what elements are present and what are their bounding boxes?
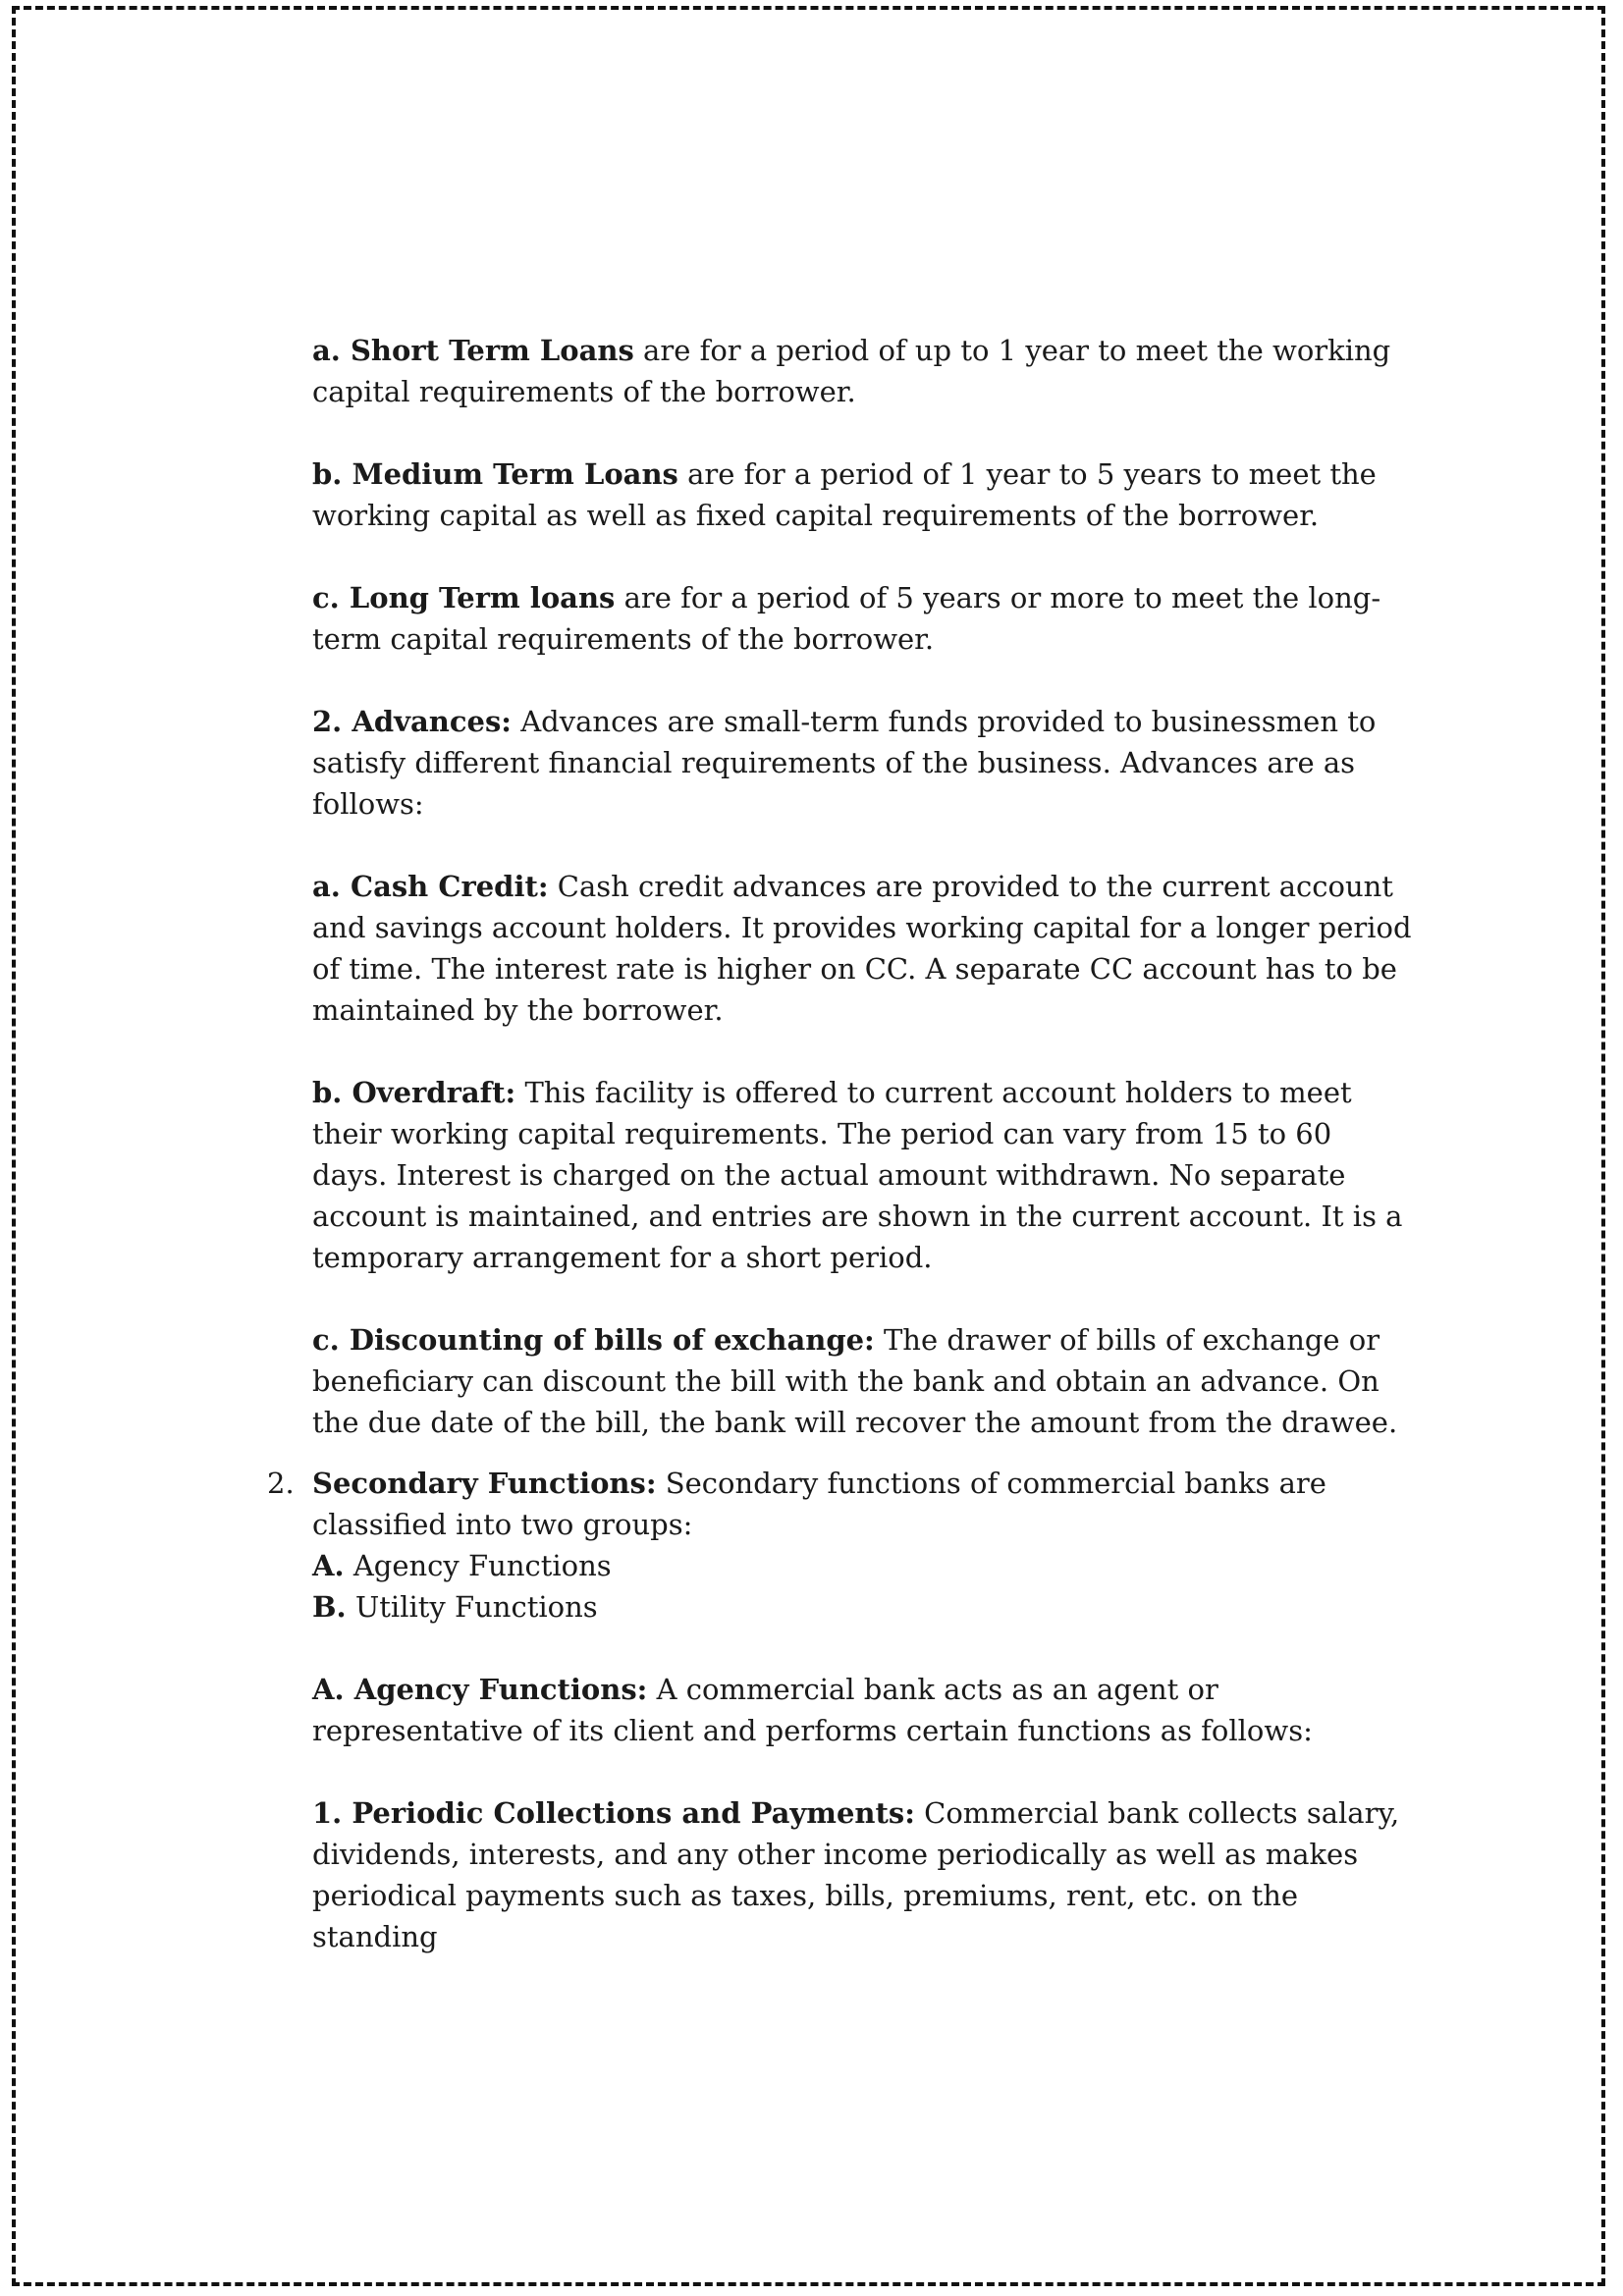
long-term-loans-text: are for a period of 5 years or more to meet the long-term capital requirements of the borrower. bbox=[312, 581, 1381, 656]
short-term-loans-heading: a. Short Term Loans bbox=[312, 334, 634, 367]
agency-functions-text: A commercial bank acts as an agent or representative of its client and performs certain functions as follows: bbox=[312, 1673, 1313, 1747]
cash-credit-heading: a. Cash Credit: bbox=[312, 870, 549, 903]
medium-term-loans-heading: b. Medium Term Loans bbox=[312, 457, 678, 491]
medium-term-loans-text: are for a period of 1 year to 5 years to meet the working capital as well as fixed capital requirements of the borrower. bbox=[312, 457, 1377, 532]
cash-credit-text: Cash credit advances are provided to the current account and savings account holders. It provides working capital for a longer period of time. The interest rate is higher on CC. A separate CC account has to be maintained by the borrower. bbox=[312, 870, 1412, 1027]
periodic-collections-text: Commercial bank collects salary, dividends, interests, and any other income periodically as well as makes periodical payments such as taxes, bills, premiums, rent, etc. on the standing bbox=[312, 1796, 1400, 1953]
secondary-functions-text: Secondary functions of commercial banks are classified into two groups: bbox=[312, 1467, 1326, 1541]
discounting-bills-paragraph bbox=[312, 1319, 1412, 1443]
document-body bbox=[267, 330, 1412, 1999]
long-term-loans-heading: c. Long Term loans bbox=[312, 581, 616, 614]
long-term-loans-paragraph bbox=[312, 577, 1412, 660]
group-letter-b: B. bbox=[312, 1590, 347, 1624]
overdraft-paragraph bbox=[312, 1072, 1412, 1278]
short-term-loans-paragraph bbox=[312, 330, 1412, 412]
short-term-loans-text: are for a period of up to 1 year to meet the working capital requirements of the borrower. bbox=[312, 334, 1391, 408]
advances-heading: 2. Advances: bbox=[312, 705, 513, 738]
agency-functions-paragraph bbox=[312, 1669, 1412, 1751]
periodic-collections-paragraph bbox=[312, 1792, 1412, 1957]
list-number: 2. bbox=[267, 1467, 295, 1500]
overdraft-text: This facility is offered to current account holders to meet their working capital requirements. The period can vary from 15 to 60 days. Interest is charged on the actual amount withdrawn. No separate account is maintained, and entries are shown in the current account. It is a temporary arrangement for a short period. bbox=[312, 1076, 1403, 1274]
agency-functions-heading: A. Agency Functions: bbox=[312, 1673, 648, 1706]
group-label-agency: Agency Functions bbox=[344, 1549, 612, 1582]
overdraft-heading: b. Overdraft: bbox=[312, 1076, 516, 1109]
secondary-functions-item bbox=[267, 1463, 1412, 1628]
secondary-functions-intro bbox=[312, 1467, 1326, 1541]
advances-paragraph bbox=[312, 701, 1412, 825]
periodic-collections-heading: 1. Periodic Collections and Payments: bbox=[312, 1796, 915, 1830]
discounting-bills-text: The drawer of bills of exchange or beneficiary can discount the bill with the bank and obtain an advance. On the due date of the bill, the bank will recover the amount from the drawee. bbox=[312, 1323, 1398, 1439]
group-letter-a: A. bbox=[312, 1549, 345, 1582]
secondary-functions-heading: Secondary Functions: bbox=[312, 1467, 657, 1500]
group-agency-functions bbox=[312, 1545, 1412, 1586]
cash-credit-paragraph bbox=[312, 866, 1412, 1031]
advances-text: Advances are small-term funds provided to businessmen to satisfy different financial requirements of the business. Advances are as follows: bbox=[312, 705, 1377, 821]
medium-term-loans-paragraph bbox=[312, 454, 1412, 536]
group-utility-functions bbox=[312, 1586, 1412, 1628]
group-label-utility: Utility Functions bbox=[346, 1590, 598, 1624]
discounting-bills-heading: c. Discounting of bills of exchange: bbox=[312, 1323, 875, 1357]
